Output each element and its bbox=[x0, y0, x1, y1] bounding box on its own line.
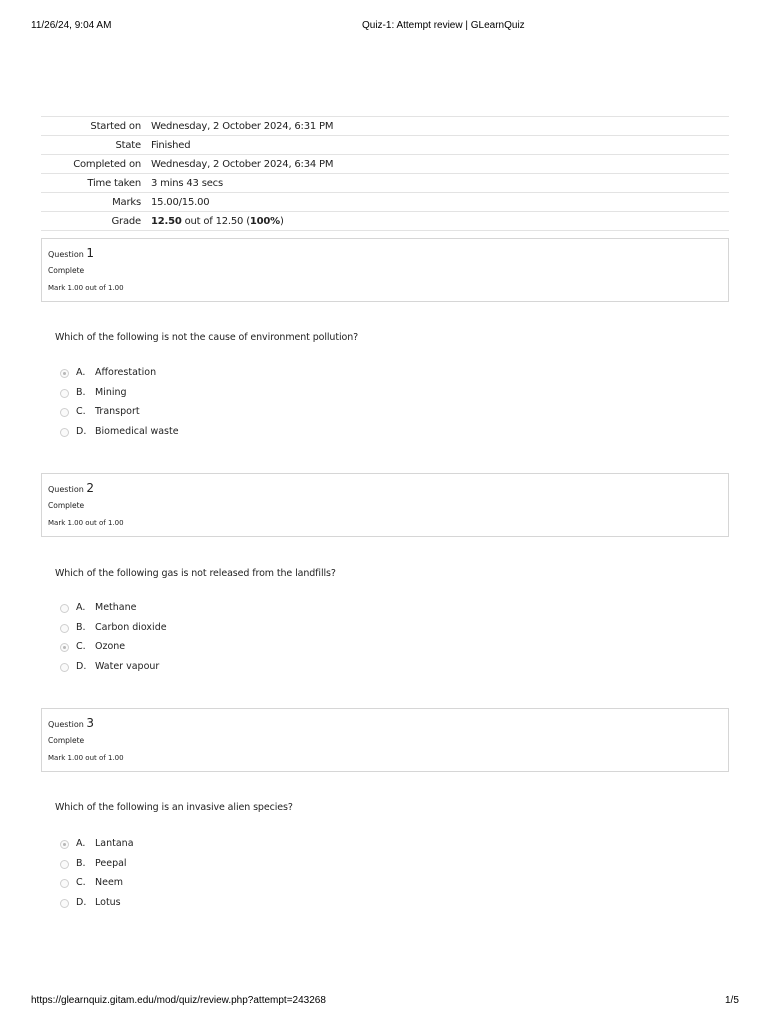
question-prefix: Question bbox=[48, 485, 87, 494]
option-text: Ozone bbox=[95, 641, 126, 652]
summary-label: Marks bbox=[112, 196, 141, 208]
option-text: Lotus bbox=[95, 896, 121, 908]
option-letter: C. bbox=[76, 641, 86, 652]
attempt-summary-table bbox=[41, 116, 729, 231]
summary-value: 3 mins 43 secs bbox=[151, 177, 223, 189]
option-text: Carbon dioxide bbox=[95, 621, 167, 633]
answer-option[interactable] bbox=[60, 641, 360, 661]
grade-value bbox=[151, 212, 729, 231]
summary-row bbox=[41, 155, 729, 174]
question-state: Complete bbox=[48, 501, 85, 510]
question-mark: Mark 1.00 out of 1.00 bbox=[48, 519, 124, 527]
option-letter: C. bbox=[76, 406, 86, 417]
radio-button[interactable] bbox=[60, 663, 69, 672]
grade-score: 12.50 bbox=[151, 215, 182, 227]
summary-value: 15.00/15.00 bbox=[151, 196, 210, 208]
question-number-value: 3 bbox=[86, 716, 94, 730]
summary-row bbox=[41, 174, 729, 193]
radio-button[interactable] bbox=[60, 624, 69, 633]
option-text: Water vapour bbox=[95, 660, 160, 672]
radio-button[interactable] bbox=[60, 879, 69, 888]
summary-row bbox=[41, 193, 729, 212]
question-prefix: Question bbox=[48, 720, 87, 729]
summary-label: Completed on bbox=[73, 158, 141, 170]
question-number bbox=[48, 246, 94, 260]
question-text: Which of the following is an invasive alien species? bbox=[55, 802, 293, 813]
question-info-box bbox=[41, 708, 729, 772]
answer-option[interactable] bbox=[60, 858, 360, 878]
question-state: Complete bbox=[48, 266, 85, 275]
answer-option[interactable] bbox=[60, 367, 360, 387]
question-text: Which of the following is not the cause of environment pollution? bbox=[55, 332, 359, 343]
question-mark: Mark 1.00 out of 1.00 bbox=[48, 284, 124, 292]
answer-options bbox=[60, 838, 360, 916]
question-prefix: Question bbox=[48, 250, 87, 259]
answer-option[interactable] bbox=[60, 897, 360, 917]
option-letter: B. bbox=[76, 857, 86, 869]
print-page-title: Quiz-1: Attempt review | GLearnQuiz bbox=[362, 20, 525, 31]
summary-label: Started on bbox=[90, 120, 141, 132]
option-text: Transport bbox=[95, 406, 140, 417]
option-letter: D. bbox=[76, 660, 87, 672]
question-number bbox=[48, 716, 94, 730]
option-letter: A. bbox=[76, 838, 86, 849]
grade-close: ) bbox=[280, 215, 284, 227]
question-state: Complete bbox=[48, 736, 85, 745]
option-letter: A. bbox=[76, 367, 86, 378]
question-number bbox=[48, 481, 94, 495]
radio-button[interactable] bbox=[60, 860, 69, 869]
option-letter: B. bbox=[76, 621, 86, 633]
radio-button-selected[interactable] bbox=[60, 840, 69, 849]
question-text: Which of the following gas is not released from the landfills? bbox=[55, 568, 336, 579]
answer-option[interactable] bbox=[60, 661, 360, 681]
answer-options bbox=[60, 602, 360, 680]
grade-label: Grade bbox=[111, 215, 141, 227]
radio-button-selected[interactable] bbox=[60, 643, 69, 652]
answer-option[interactable] bbox=[60, 387, 360, 407]
option-letter: A. bbox=[76, 602, 86, 613]
option-text: Peepal bbox=[95, 857, 127, 869]
question-number-value: 1 bbox=[86, 246, 94, 260]
option-text: Lantana bbox=[95, 838, 134, 849]
option-text: Mining bbox=[95, 386, 127, 398]
radio-button[interactable] bbox=[60, 428, 69, 437]
answer-option[interactable] bbox=[60, 838, 360, 858]
answer-option[interactable] bbox=[60, 602, 360, 622]
print-header bbox=[0, 20, 768, 34]
print-datetime: 11/26/24, 9:04 AM bbox=[31, 20, 112, 31]
radio-button-selected[interactable] bbox=[60, 369, 69, 378]
summary-value: Wednesday, 2 October 2024, 6:31 PM bbox=[151, 120, 334, 132]
question-mark: Mark 1.00 out of 1.00 bbox=[48, 754, 124, 762]
grade-out-of: out of 12.50 ( bbox=[181, 215, 250, 227]
question-info-box bbox=[41, 473, 729, 537]
summary-value: Wednesday, 2 October 2024, 6:34 PM bbox=[151, 158, 334, 170]
question-number-value: 2 bbox=[86, 481, 94, 495]
summary-value: Finished bbox=[151, 139, 191, 151]
radio-button[interactable] bbox=[60, 604, 69, 613]
radio-button[interactable] bbox=[60, 408, 69, 417]
answer-option[interactable] bbox=[60, 622, 360, 642]
answer-options bbox=[60, 367, 360, 445]
summary-row bbox=[41, 117, 729, 136]
option-text: Biomedical waste bbox=[95, 425, 179, 437]
option-letter: D. bbox=[76, 896, 87, 908]
summary-row-grade bbox=[41, 212, 729, 231]
print-page-number: 1/5 bbox=[725, 995, 739, 1006]
option-letter: C. bbox=[76, 877, 86, 888]
answer-option[interactable] bbox=[60, 426, 360, 446]
summary-label: Time taken bbox=[87, 177, 141, 189]
summary-row bbox=[41, 136, 729, 155]
summary-label: State bbox=[115, 139, 141, 151]
answer-option[interactable] bbox=[60, 406, 360, 426]
option-letter: D. bbox=[76, 425, 87, 437]
grade-percent: 100% bbox=[249, 215, 280, 227]
radio-button[interactable] bbox=[60, 899, 69, 908]
option-text: Neem bbox=[95, 877, 124, 888]
radio-button[interactable] bbox=[60, 389, 69, 398]
answer-option[interactable] bbox=[60, 877, 360, 897]
option-text: Afforestation bbox=[95, 367, 157, 378]
question-info-box bbox=[41, 238, 729, 302]
option-letter: B. bbox=[76, 386, 86, 398]
print-url: https://glearnquiz.gitam.edu/mod/quiz/review.php?attempt=243268 bbox=[31, 995, 326, 1006]
option-text: Methane bbox=[95, 602, 137, 613]
